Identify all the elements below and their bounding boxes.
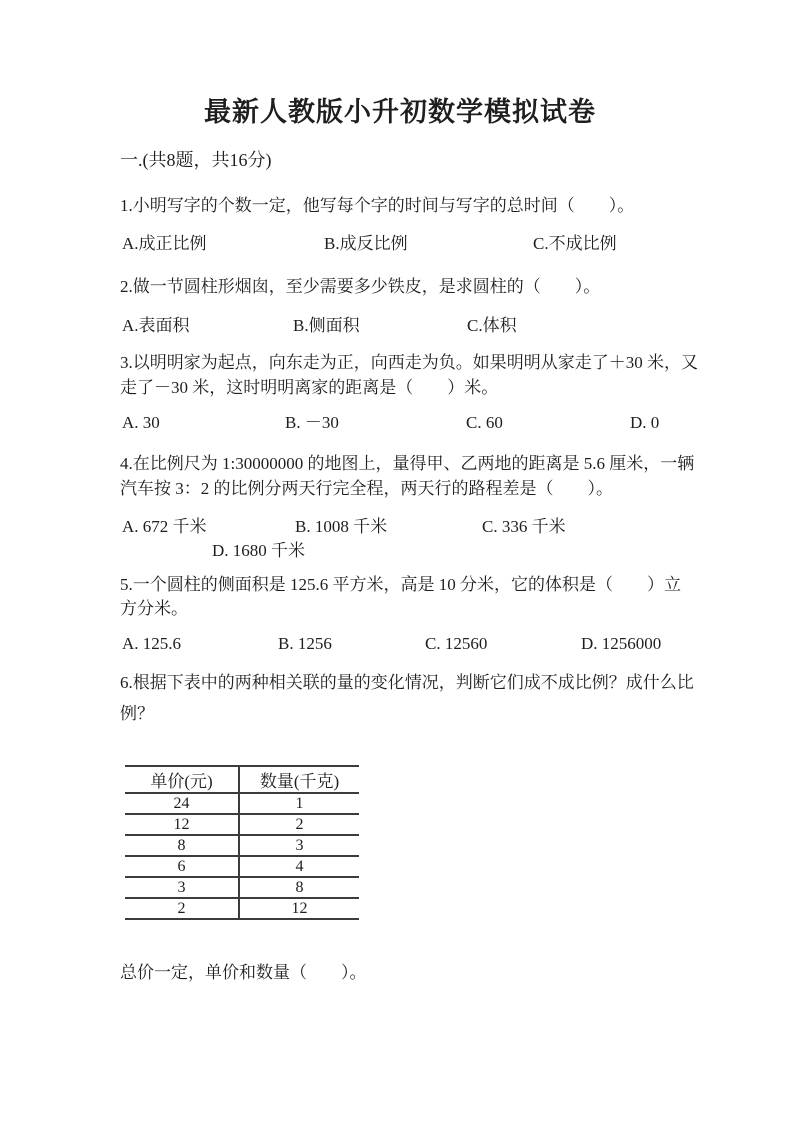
question-5-option-a: A. 125.6 bbox=[122, 634, 182, 653]
question-5-text-line-2: 方分米。 bbox=[120, 599, 188, 618]
table-cell: 3 bbox=[125, 877, 239, 898]
question-5-option-d: D. 1256000 bbox=[581, 634, 662, 653]
question-3-text-line-1: 3.以明明家为起点，向东走为正，向西走为负。如果明明从家走了＋30 米，又 bbox=[120, 353, 698, 372]
table-header-quantity: 数量(千克) bbox=[239, 766, 359, 793]
section-header: 一.(共8题，共16分) bbox=[120, 150, 272, 170]
table-cell: 1 bbox=[239, 793, 359, 814]
question-3-option-c: C. 60 bbox=[466, 413, 503, 432]
question-2-option-a: A.表面积 bbox=[122, 316, 190, 335]
question-4-option-a: A. 672 千米 bbox=[122, 517, 207, 536]
table-cell: 24 bbox=[125, 793, 239, 814]
table-row bbox=[125, 835, 359, 856]
question-1-option-c: C.不成比例 bbox=[533, 234, 617, 253]
question-1-text: 1.小明写字的个数一定，他写每个字的时间与写字的总时间（ ）。 bbox=[120, 196, 635, 215]
question-5-text-line-1: 5.一个圆柱的侧面积是 125.6 平方米，高是 10 分米，它的体积是（ ）立 bbox=[120, 575, 681, 594]
table-cell: 4 bbox=[239, 856, 359, 877]
question-6-text-line-2: 例？ bbox=[120, 704, 154, 723]
table-cell: 6 bbox=[125, 856, 239, 877]
table-header-row bbox=[125, 766, 359, 793]
question-1-option-b: B.成反比例 bbox=[324, 234, 408, 253]
question-3-option-b: B. －30 bbox=[285, 413, 339, 432]
table-row bbox=[125, 877, 359, 898]
question-1-option-a: A.成正比例 bbox=[122, 234, 207, 253]
question-2-text: 2.做一节圆柱形烟囱，至少需要多少铁皮，是求圆柱的（ ）。 bbox=[120, 277, 601, 296]
table-cell: 8 bbox=[125, 835, 239, 856]
question-4-option-d: D. 1680 千米 bbox=[212, 541, 306, 560]
question-4-option-b: B. 1008 千米 bbox=[295, 517, 388, 536]
table-cell: 2 bbox=[239, 814, 359, 835]
question-3-option-a: A. 30 bbox=[122, 413, 160, 432]
question-5-option-b: B. 1256 bbox=[278, 634, 332, 653]
table-cell: 3 bbox=[239, 835, 359, 856]
table-cell: 12 bbox=[239, 898, 359, 919]
table-cell: 8 bbox=[239, 877, 359, 898]
question-6-conclusion-text: 总价一定，单价和数量（ ）。 bbox=[120, 963, 367, 982]
table-row bbox=[125, 898, 359, 919]
question-2-option-c: C.体积 bbox=[467, 316, 517, 335]
question-4-option-c: C. 336 千米 bbox=[482, 517, 566, 536]
page-title: 最新人教版小升初数学模拟试卷 bbox=[204, 97, 596, 127]
question-4-text-line-1: 4.在比例尺为 1:30000000 的地图上，量得甲、乙两地的距离是 5.6 厘米，一辆 bbox=[120, 454, 695, 473]
question-4-text-line-2: 汽车按 3：2 的比例分两天行完全程，两天行的路程差是（ ）。 bbox=[120, 479, 613, 498]
price-quantity-table bbox=[125, 765, 359, 920]
table-row bbox=[125, 793, 359, 814]
question-3-option-d: D. 0 bbox=[630, 413, 660, 432]
table-cell: 12 bbox=[125, 814, 239, 835]
question-3-text-line-2: 走了－30 米，这时明明离家的距离是（ ）米。 bbox=[120, 378, 499, 397]
question-2-option-b: B.侧面积 bbox=[293, 316, 360, 335]
table-row bbox=[125, 856, 359, 877]
table-cell: 2 bbox=[125, 898, 239, 919]
table-row bbox=[125, 814, 359, 835]
question-5-option-c: C. 12560 bbox=[425, 634, 488, 653]
table-header-unit-price: 单价(元) bbox=[125, 766, 239, 793]
question-6-text-line-1: 6.根据下表中的两种相关联的量的变化情况，判断它们成不成比例？成什么比 bbox=[120, 673, 694, 692]
